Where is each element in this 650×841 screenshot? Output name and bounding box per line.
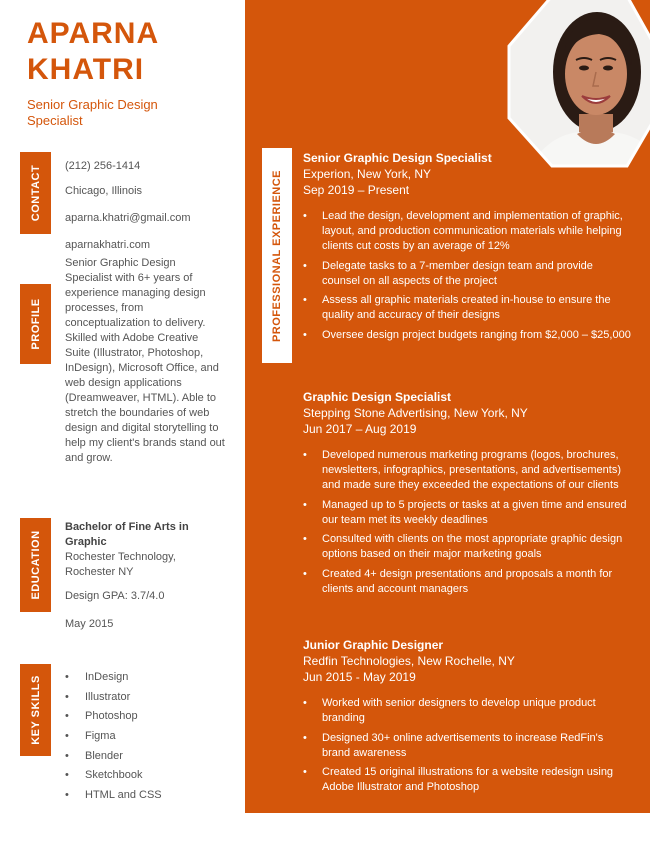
skill-item: • Illustrator (65, 690, 162, 710)
portrait-photo-icon (507, 0, 650, 172)
job-company: Redfin Technologies, New Rochelle, NY (303, 654, 515, 668)
experience-entry (303, 150, 633, 347)
contact-location: Chicago, Illinois (65, 185, 143, 197)
skill-item: • HTML and CSS (65, 788, 162, 808)
experience-entry (303, 637, 633, 800)
contact-phone: (212) 256-1414 (65, 160, 141, 172)
skills-list (65, 670, 162, 808)
education-section-tab (20, 518, 51, 612)
education-date: May 2015 (65, 618, 114, 630)
job-bullet: • Designed 30+ online advertisements to increase RedFin's brand awareness (303, 731, 633, 761)
contact-section-tab (20, 152, 51, 234)
profile-heading: PROFILE (29, 298, 42, 350)
education-school: Rochester Technology, Rochester NY (65, 551, 176, 578)
job-title: Senior Graphic Design Specialist (303, 151, 492, 165)
candidate-name (27, 16, 159, 88)
profile-photo (507, 0, 650, 172)
profile-summary: Senior Graphic Design Specialist with 6+ years of experience managing design processes, from conceptualization to delivery. Skilled with Adobe Creative Suite (Illustrator, Photoshop, InDesign), Microsoft Office, and web design applications (Dreamweaver, HTML). Able to stretch the boundaries of web design and digital storytelling to help my client's brands stand out and grow. (65, 257, 225, 464)
candidate-title: Senior Graphic Design Specialist (27, 97, 158, 128)
experience-heading: PROFESSIONAL EXPERIENCE (271, 169, 283, 342)
profile-section-tab (20, 284, 51, 364)
job-bullets (303, 209, 633, 343)
first-name: APARNA (27, 17, 160, 50)
job-dates: Jun 2015 - May 2019 (303, 670, 416, 684)
skill-item: • Sketchbook (65, 768, 162, 788)
contact-email: aparna.khatri@gmail.com (65, 212, 191, 224)
job-bullet: • Developed numerous marketing programs (logos, brochures, newsletters, infographics, presentations, and advertisements) and made sure they exceeded the expectations of our clients (303, 448, 633, 493)
job-bullet: • Lead the design, development and implementation of graphic, layout, and production communication materials while helping clients cut costs by an average of 12% (303, 209, 633, 254)
job-bullet: • Consulted with clients on the most appropriate graphic design options based on their major marketing goals (303, 532, 633, 562)
job-dates: Jun 2017 – Aug 2019 (303, 422, 417, 436)
experience-section-tab (262, 148, 292, 363)
job-bullet: • Delegate tasks to a 7-member design team and provide counsel on all aspects of the project (303, 259, 633, 289)
job-bullet: • Oversee design project budgets ranging from $2,000 – $25,000 (303, 328, 633, 343)
job-title: Graphic Design Specialist (303, 390, 452, 404)
job-company: Stepping Stone Advertising, New York, NY (303, 406, 528, 420)
job-dates: Sep 2019 – Present (303, 183, 410, 197)
skill-item: • InDesign (65, 670, 162, 690)
job-bullet: • Created 15 original illustrations for a website redesign using Adobe Illustrator and Photoshop (303, 765, 633, 795)
job-bullets (303, 448, 633, 597)
job-bullet: • Worked with senior designers to develop unique product branding (303, 696, 633, 726)
job-company: Experion, New York, NY (303, 167, 432, 181)
job-bullet: • Created 4+ design presentations and proposals a month for clients and account managers (303, 567, 633, 597)
experience-entry (303, 389, 633, 601)
last-name: KHATRI (27, 53, 145, 86)
contact-heading: CONTACT (29, 164, 42, 222)
education-gpa: Design GPA: 3.7/4.0 (65, 590, 165, 602)
skill-item: • Blender (65, 749, 162, 769)
contact-website: aparnakhatri.com (65, 239, 150, 251)
education-degree: Bachelor of Fine Arts in Graphic (65, 521, 189, 548)
skill-item: • Figma (65, 729, 162, 749)
job-title: Junior Graphic Designer (303, 638, 444, 652)
skill-item: • Photoshop (65, 709, 162, 729)
job-bullet: • Managed up to 5 projects or tasks at a given time and ensured our team met its weekly deadlines (303, 498, 633, 528)
skills-heading: KEY SKILLS (29, 675, 42, 745)
education-heading: EDUCATION (29, 530, 42, 600)
job-bullets (303, 696, 633, 795)
skills-section-tab (20, 664, 51, 756)
job-bullet: • Assess all graphic materials created in-house to ensure the quality and accuracy of their designs (303, 293, 633, 323)
